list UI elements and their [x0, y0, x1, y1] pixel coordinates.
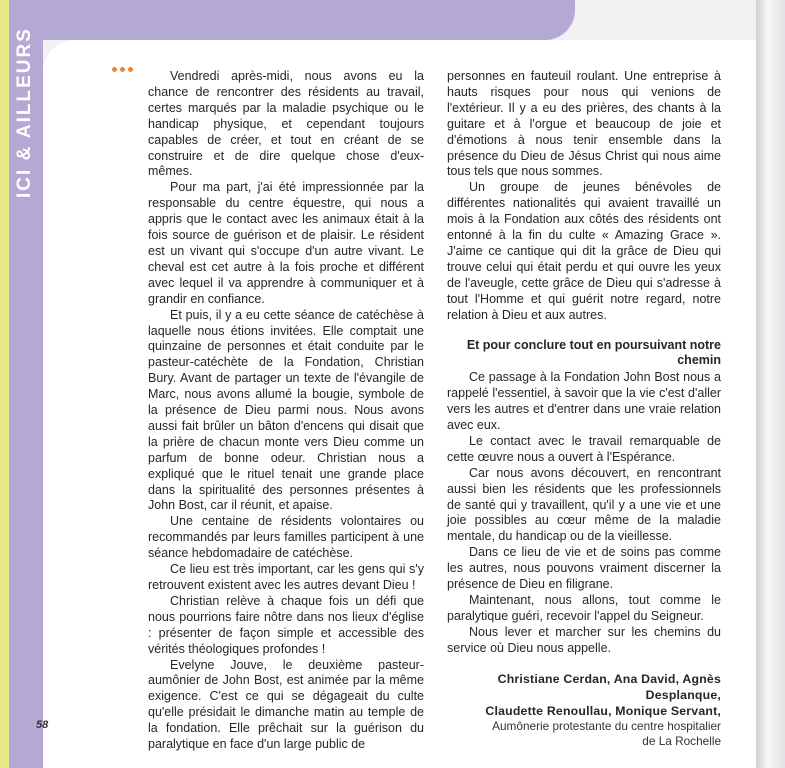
- dot-icon: [112, 67, 117, 72]
- right-column: [447, 69, 721, 750]
- left-column: [148, 69, 424, 753]
- paragraph: Ce passage à la Fondation John Bost nous a rappelé l'essentiel, à savoir que la vie c'est d'aller vers les autres et d'entrer dans une vraie relation avec eux.: [447, 370, 721, 433]
- paragraph: Un groupe de jeunes bénévoles de différentes nationalités qui avaient travaillé un mois à la Fondation aux côtés des résidents ont entonné à la fin du culte « Amazing Grace ». J'aime ce cantique qui dit la grâce de Dieu qui trouve celui qui était perdu et qui ouvre les yeux de l'aveugle, cette grâce de Dieu qui s'adresse à tout l'Homme et qui guérit notre regard, notre relation à Dieu et aux autres.: [447, 180, 721, 322]
- section-label: ICI & AILLEURS: [14, 27, 35, 198]
- paragraph: Pour ma part, j'ai été impressionnée par la responsable du centre équestre, qui nous a appris que le contact avec les animaux était à la fois source de guérison et de plaisir. Le résident est un vivant qui s'occupe d'un autre vivant. Le cheval est cet autre à la fois proche et différent avec lequel il va apprendre à communiquer et à grandir en confiance.: [148, 180, 424, 306]
- affiliation-line: Aumônerie protestante du centre hospitalier: [492, 718, 721, 733]
- paragraph: Christian relève à chaque fois un défi que nous pourrions faire nôtre dans nos lieux d'église : présenter de façon simple et accessible des vérités théologiques profondes !: [148, 593, 424, 656]
- purple-header-band: [9, 0, 575, 40]
- authors-line: Christiane Cerdan, Ana David, Agnès Desplanque,: [497, 671, 721, 702]
- page-binding-edge: [756, 0, 785, 768]
- dot-icon: [128, 67, 133, 72]
- paragraph-continued: personnes en fauteuil roulant. Une entreprise à hauts risques pour nous qui venions de l'extérieur. Il y a eu des prières, des chants à la guitare et à l'orgue et beaucoup de joie et d'émotions à nous tenir ensemble dans la présence du Dieu de Jésus Christ qui nous aime tous tels que nous sommes.: [447, 69, 721, 179]
- paragraph: Une centaine de résidents volontaires ou recommandés par leurs familles participent à une séance hebdomadaire de catéchèse.: [148, 514, 424, 561]
- yellow-margin-band: [0, 0, 9, 768]
- paragraph: Evelyne Jouve, le deuxième pasteur-aumônier de John Bost, est animée par la même exigence. C'est ce qui se dégageait du culte qu'elle présidait le dimanche matin au temple de la fondation. Elle prêchait sur la guérison du paralytique en face d'un large public de: [148, 657, 424, 752]
- conclusion-heading: Et pour conclure tout en poursuivant notre chemin: [466, 337, 721, 368]
- paragraph: Le contact avec le travail remarquable de cette œuvre nous a ouvert à l'Espérance.: [447, 433, 721, 464]
- paragraph: Ce lieu est très important, car les gens qui s'y retrouvent existent avec les autres devant Dieu !: [148, 562, 424, 592]
- dot-icon: [120, 67, 125, 72]
- paragraph: Et puis, il y a eu cette séance de catéchèse à laquelle nous étions invitées. Elle comptait une quinzaine de personnes et était conduite par le pasteur-catéchète de la Fondation, Christian Bury. Avant de partager un texte de l'évangile de Marc, nous avons allumé la bougie, symbole de la présence de Dieu parmi nous. Nous avons aussi fait brûler un bâton d'encens qui disait que la prière de chacun monte vers Dieu comme un parfum de bonne odeur. Christian nous a expliqué que le rituel tenait une grande place dans la spiritualité des personnes présentes à John Bost, car il réunit, et apaise.: [148, 307, 424, 513]
- decorative-dots-icon: [112, 67, 133, 72]
- signature-block: [447, 671, 721, 750]
- affiliation-line: de La Rochelle: [642, 734, 721, 749]
- paragraph: Dans ce lieu de vie et de soins pas comme les autres, nous pouvons vraiment discerner la présence de Dieu en filigrane.: [447, 545, 721, 592]
- page-number: 58: [36, 719, 49, 731]
- authors-line: Claudette Renoullau, Monique Servant,: [485, 703, 721, 718]
- paragraph: Maintenant, nous allons, tout comme le paralytique guéri, recevoir l'appel du Seigneur.: [447, 593, 721, 623]
- paragraph: Vendredi après-midi, nous avons eu la chance de rencontrer des résidents au travail, certes marqués par la maladie psychique ou le handicap physique, et cependant toujours capables de créer, et tout en créant de se construire et de dire quelque chose d'eux-mêmes.: [148, 69, 424, 179]
- paragraph: Car nous avons découvert, en rencontrant aussi bien les résidents que les professionnels de santé qui y travaillent, qu'il y a une vie et une joie possibles au cœur même de la maladie mentale, du handicap ou de la vieillesse.: [447, 465, 721, 544]
- paragraph: Nous lever et marcher sur les chemins du service où Dieu nous appelle.: [447, 624, 721, 655]
